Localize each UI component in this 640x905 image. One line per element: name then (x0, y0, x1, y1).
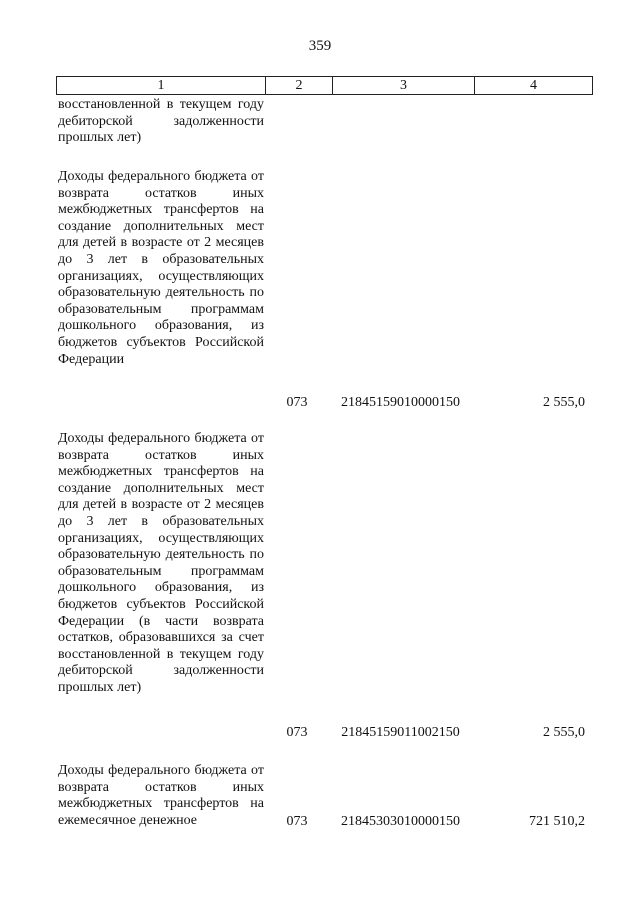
row-budget-code: 21845159011002150 (341, 725, 460, 740)
row-amount: 721 510,2 (529, 814, 585, 829)
row-amount: 2 555,0 (543, 725, 585, 740)
row-amount: 2 555,0 (543, 395, 585, 410)
row-description: Доходы федерального бюджета от возврата остатков иных межбюджетных трансфертов на создание дополнительных мест для детей в возрасте от 2 месяцев до 3 лет в образовательных организациях, осуществляющих образовательную деятельность по образовательным программам дошкольного образования, из бюджетов субъектов Российской Федерации (в части возврата остатков, образовавшихся за счет восстановленной в текущем году дебиторской задолженности прошлых лет) (58, 431, 264, 695)
table-header (56, 76, 593, 95)
row-description: Доходы федерального бюджета от возврата остатков иных межбюджетных трансфертов на ежемесячное денежное (58, 763, 264, 828)
row-budget-code: 21845159010000150 (341, 395, 460, 410)
table-header-row (57, 77, 593, 95)
row-admin-code: 073 (286, 395, 308, 410)
row-budget-code: 21845303010000150 (341, 814, 460, 829)
header-col-1: 1 (57, 77, 266, 95)
row-description: Доходы федерального бюджета от возврата остатков иных межбюджетных трансфертов на создание дополнительных мест для детей в возрасте от 2 месяцев до 3 лет в образовательных организациях, осуществляющих образовательную деятельность по образовательным программам дошкольного образования, из бюджетов субъектов Российской Федерации (58, 169, 264, 367)
header-col-3: 3 (333, 77, 475, 95)
header-col-4: 4 (475, 77, 593, 95)
row-description: восстановленной в текущем году дебиторской задолженности прошлых лет) (58, 97, 264, 146)
page-number: 359 (308, 38, 332, 54)
row-admin-code: 073 (286, 725, 308, 740)
header-col-2: 2 (266, 77, 333, 95)
row-admin-code: 073 (286, 814, 308, 829)
